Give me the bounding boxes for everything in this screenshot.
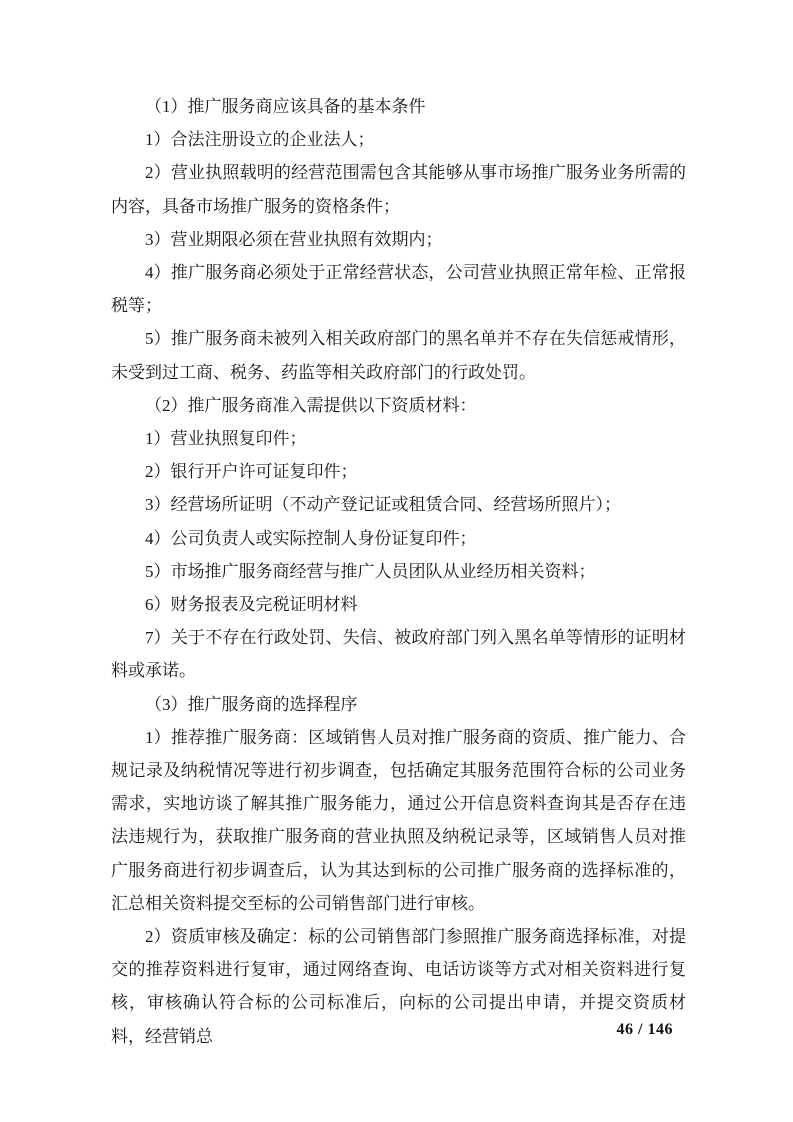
condition-item-1: 1）合法注册设立的企业法人； <box>145 130 375 150</box>
heading-qualification-materials: （2）推广服务商准入需提供以下资质材料： <box>145 395 477 415</box>
condition-item-5: 5）推广服务商未被列入相关政府部门的黑名单并不存在失信惩戒情形，未受到过工商、税务、药监等相关政府部门的行政处罚。 <box>111 329 686 382</box>
condition-item-3: 3）营业期限必须在营业执照有效期内； <box>145 229 443 249</box>
material-item-1: 1）营业执照复印件； <box>145 429 307 449</box>
material-item-4: 4）公司负责人或实际控制人身份证复印件； <box>145 528 477 548</box>
condition-item-4: 4）推广服务商必须处于正常经营状态，公司营业执照正常年检、正常报税等； <box>111 263 686 316</box>
procedure-item-1: 1）推荐推广服务商：区域销售人员对推广服务商的资质、推广能力、合规记录及纳税情况等进行初步调查，包括确定其服务范围符合标的公司业务需求，实地访谈了解其推广服务能力，通过公开信息资料查询其是否存在违法违规行为，获取推广服务商的营业执照及纳税记录等，区域销售人员对推广服务商进行初步调查后，认为其达到标的公司推广服务商的选择标准的，汇总相关资料提交至标的公司销售部门进行审核。 <box>111 727 686 913</box>
material-item-2: 2）银行开户许可证复印件； <box>145 462 358 482</box>
document-body <box>111 90 686 1053</box>
material-item-3: 3）经营场所证明（不动产登记证或租赁合同、经营场所照片）； <box>145 495 621 515</box>
material-item-6: 6）财务报表及完税证明材料 <box>145 595 358 615</box>
material-item-7: 7）关于不存在行政处罚、失信、被政府部门列入黑名单等情形的证明材料或承诺。 <box>111 628 686 681</box>
heading-basic-conditions: （1）推广服务商应该具备的基本条件 <box>145 97 426 116</box>
page-number: 46 / 146 <box>616 1021 673 1038</box>
heading-selection-procedure: （3）推广服务商的选择程序 <box>145 694 358 714</box>
material-item-5: 5）市场推广服务商经营与推广人员团队从业经历相关资料； <box>145 561 596 581</box>
condition-item-2: 2）营业执照载明的经营范围需包含其能够从事市场推广服务业务所需的内容，具备市场推广服务的资格条件； <box>111 163 686 216</box>
procedure-item-2: 2）资质审核及确定：标的公司销售部门参照推广服务商选择标准，对提交的推荐资料进行复审，通过网络查询、电话访谈等方式对相关资料进行复核，审核确认符合标的公司标准后，向标的公司提出申请，并提交资质材料，经营销总 <box>111 927 686 1046</box>
